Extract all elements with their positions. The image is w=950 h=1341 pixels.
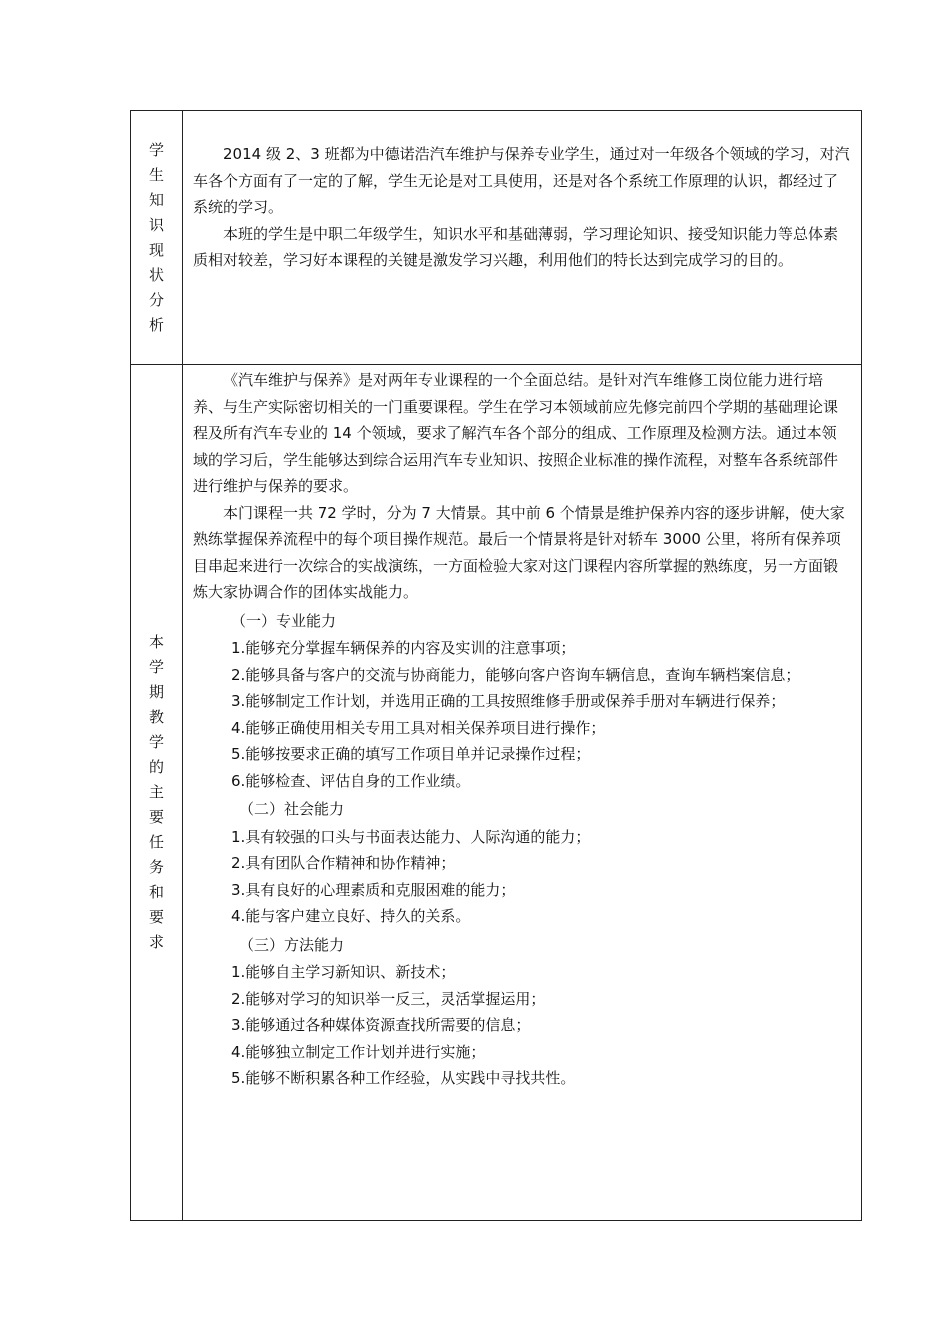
list-item: 5.能够不断积累各种工作经验，从实践中寻找共性。 <box>231 1069 576 1087</box>
label-char: 状 <box>148 265 164 284</box>
list-item: 2.具有团队合作精神和协作精神； <box>231 854 456 872</box>
section-heading-social: （二）社会能力 <box>239 800 345 818</box>
label-char: 期 <box>148 683 164 701</box>
label-char: 学 <box>148 733 164 751</box>
list-item: 3.能够制定工作计划，并选用正确的工具按照维修手册或保养手册对车辆进行保养； <box>231 692 786 710</box>
label-char: 生 <box>148 165 164 184</box>
table-row-knowledge-status <box>131 111 862 365</box>
label-char: 务 <box>148 858 164 876</box>
list-item: 1.能够充分掌握车辆保养的内容及实训的注意事项； <box>231 639 576 657</box>
label-char: 的 <box>148 758 164 776</box>
table-row-semester-tasks <box>131 365 862 1221</box>
list-item: 2.能够对学习的知识举一反三，灵活掌握运用； <box>231 989 546 1008</box>
label-char: 学 <box>148 658 164 676</box>
section-heading-method: （三）方法能力 <box>239 935 345 954</box>
semester-tasks-content <box>183 365 861 1092</box>
list-item: 5.能够按要求正确的填写工作项目单并记录操作过程； <box>231 745 591 763</box>
list-item: 6.能够检查、评估自身的工作业绩。 <box>231 771 471 790</box>
label-char: 任 <box>148 833 164 851</box>
knowledge-status-content <box>183 111 861 274</box>
list-item: 4.能够独立制定工作计划并进行实施； <box>231 1042 486 1061</box>
row-label-semester-tasks <box>149 630 164 955</box>
label-char: 学 <box>148 140 164 159</box>
paragraph: 本班的学生是中职二年级学生，知识水平和基础薄弱，学习理论知识、接受知识能力等总体素质相对较差，学习好本课程的关键是激发学习兴趣，利用他们的特长达到完成学习的目的。 <box>193 224 839 269</box>
label-char: 要 <box>148 808 164 826</box>
list-item: 3.具有良好的心理素质和克服困难的能力； <box>231 880 516 899</box>
course-info-table <box>130 110 862 1221</box>
label-char: 析 <box>148 315 164 334</box>
label-char: 分 <box>148 290 164 309</box>
list-item: 4.能与客户建立良好、持久的关系。 <box>231 907 471 925</box>
row-label-cell <box>131 365 183 1221</box>
label-char: 知 <box>148 190 164 209</box>
label-char: 要 <box>148 908 164 926</box>
list-item: 3.能够通过各种媒体资源查找所需要的信息； <box>231 1016 531 1034</box>
label-char: 现 <box>148 240 164 259</box>
paragraph: 2014 级 2、3 班都为中德诺浩汽车维护与保养专业学生，通过对一年级各个领域的学习，对汽车各个方面有了一定的了解，学生无论是对工具使用，还是对各个系统工作原理的认识，都经过了系统的学习。 <box>193 145 850 216</box>
row-label-knowledge-status <box>149 138 164 338</box>
label-char: 本 <box>148 633 164 651</box>
content-cell <box>183 365 862 1221</box>
list-item: 1.能够自主学习新知识、新技术； <box>231 963 456 981</box>
label-char: 和 <box>148 883 164 901</box>
intro-paragraph: 《汽车维护与保养》是对两年专业课程的一个全面总结。是针对汽车维修工岗位能力进行培养、与生产实际密切相关的一门重要课程。学生在学习本领域前应先修完前四个学期的基础理论课程及所有汽车专业的 14 个领域，要求了解汽车各个部分的组成、工作原理及检测方法。通过本领域的学习后，学生能够达到综合运用汽车专业知识、按照企业标准的操作流程，对整车各系统部件进行维护与保养的要求。 <box>193 371 839 495</box>
list-item: 1.具有较强的口头与书面表达能力、人际沟通的能力； <box>231 827 591 846</box>
content-cell <box>183 111 862 365</box>
row-label-cell <box>131 111 183 365</box>
label-char: 主 <box>148 783 164 801</box>
label-char: 教 <box>148 708 164 726</box>
list-item: 4.能够正确使用相关专用工具对相关保养项目进行操作； <box>231 718 606 737</box>
intro-paragraph: 本门课程一共 72 学时，分为 7 大情景。其中前 6 个情景是维护保养内容的逐步讲解，使大家熟练掌握保养流程中的每个项目操作规范。最后一个情景将是针对轿车 3000 公里，将所有保养项目串起来进行一次综合的实战演练，一方面检验大家对这门课程内容所掌握的熟练度，另一方面锻炼大家协调合作的团体实战能力。 <box>193 503 845 601</box>
section-heading-professional: （一）专业能力 <box>231 611 337 630</box>
list-item: 2.能够具备与客户的交流与协商能力，能够向客户咨询车辆信息，查询车辆档案信息； <box>231 665 801 684</box>
label-char: 求 <box>148 933 164 951</box>
label-char: 识 <box>148 215 164 234</box>
